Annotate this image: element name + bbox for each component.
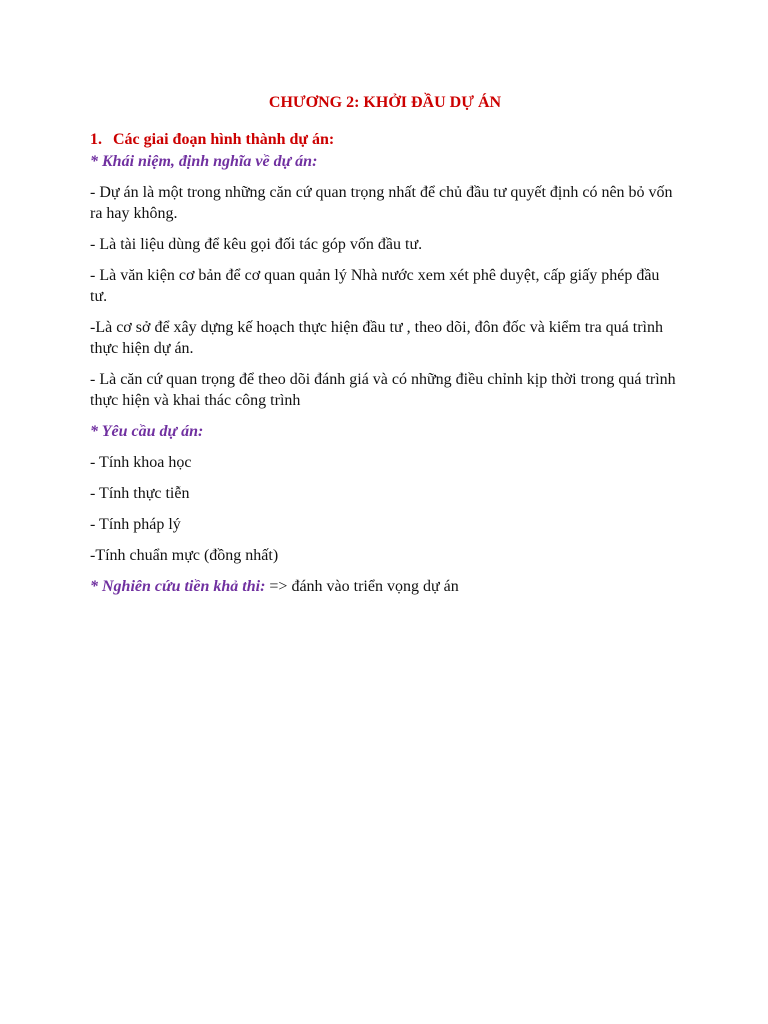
requirements-heading: * Yêu cầu dự án: — [90, 423, 204, 440]
section-number: 1. — [90, 131, 102, 148]
prefeasibility-text: => đánh vào triển vọng dự án — [265, 578, 459, 595]
requirement-item: -Tính chuẩn mực (đồng nhất) — [90, 547, 279, 564]
prefeasibility-heading: * Nghiên cứu tiền khả thi: — [90, 578, 266, 595]
concept-item: -Là cơ sở để xây dựng kế hoạch thực hiện đầu tư , theo dõi, đôn đốc và kiểm tra quá trình thực hiện dự án. — [90, 319, 663, 357]
concept-heading: * Khái niệm, định nghĩa về dự án: — [90, 153, 318, 170]
requirement-item: - Tính thực tiễn — [90, 485, 190, 502]
concept-item: - Là căn cứ quan trọng để theo dõi đánh giá và có những điều chỉnh kịp thời trong quá trình thực hiện và khai thác công trình — [90, 371, 676, 409]
concept-item: - Là tài liệu dùng để kêu gọi đối tác góp vốn đầu tư. — [90, 236, 423, 253]
chapter-title: CHƯƠNG 2: KHỞI ĐẦU DỰ ÁN — [268, 94, 502, 111]
requirement-item: - Tính khoa học — [90, 454, 192, 471]
document-page — [90, 92, 680, 597]
concept-item: - Dự án là một trong những căn cứ quan trọng nhất để chủ đầu tư quyết định có nên bỏ vốn ra hay không. — [90, 184, 673, 222]
section-heading — [90, 129, 680, 151]
concept-item: - Là văn kiện cơ bản để cơ quan quản lý Nhà nước xem xét phê duyệt, cấp giấy phép đầu tư. — [90, 267, 660, 305]
requirement-item: - Tính pháp lý — [90, 516, 181, 533]
prefeasibility-paragraph — [90, 576, 680, 597]
section-title: Các giai đoạn hình thành dự án: — [113, 131, 335, 148]
